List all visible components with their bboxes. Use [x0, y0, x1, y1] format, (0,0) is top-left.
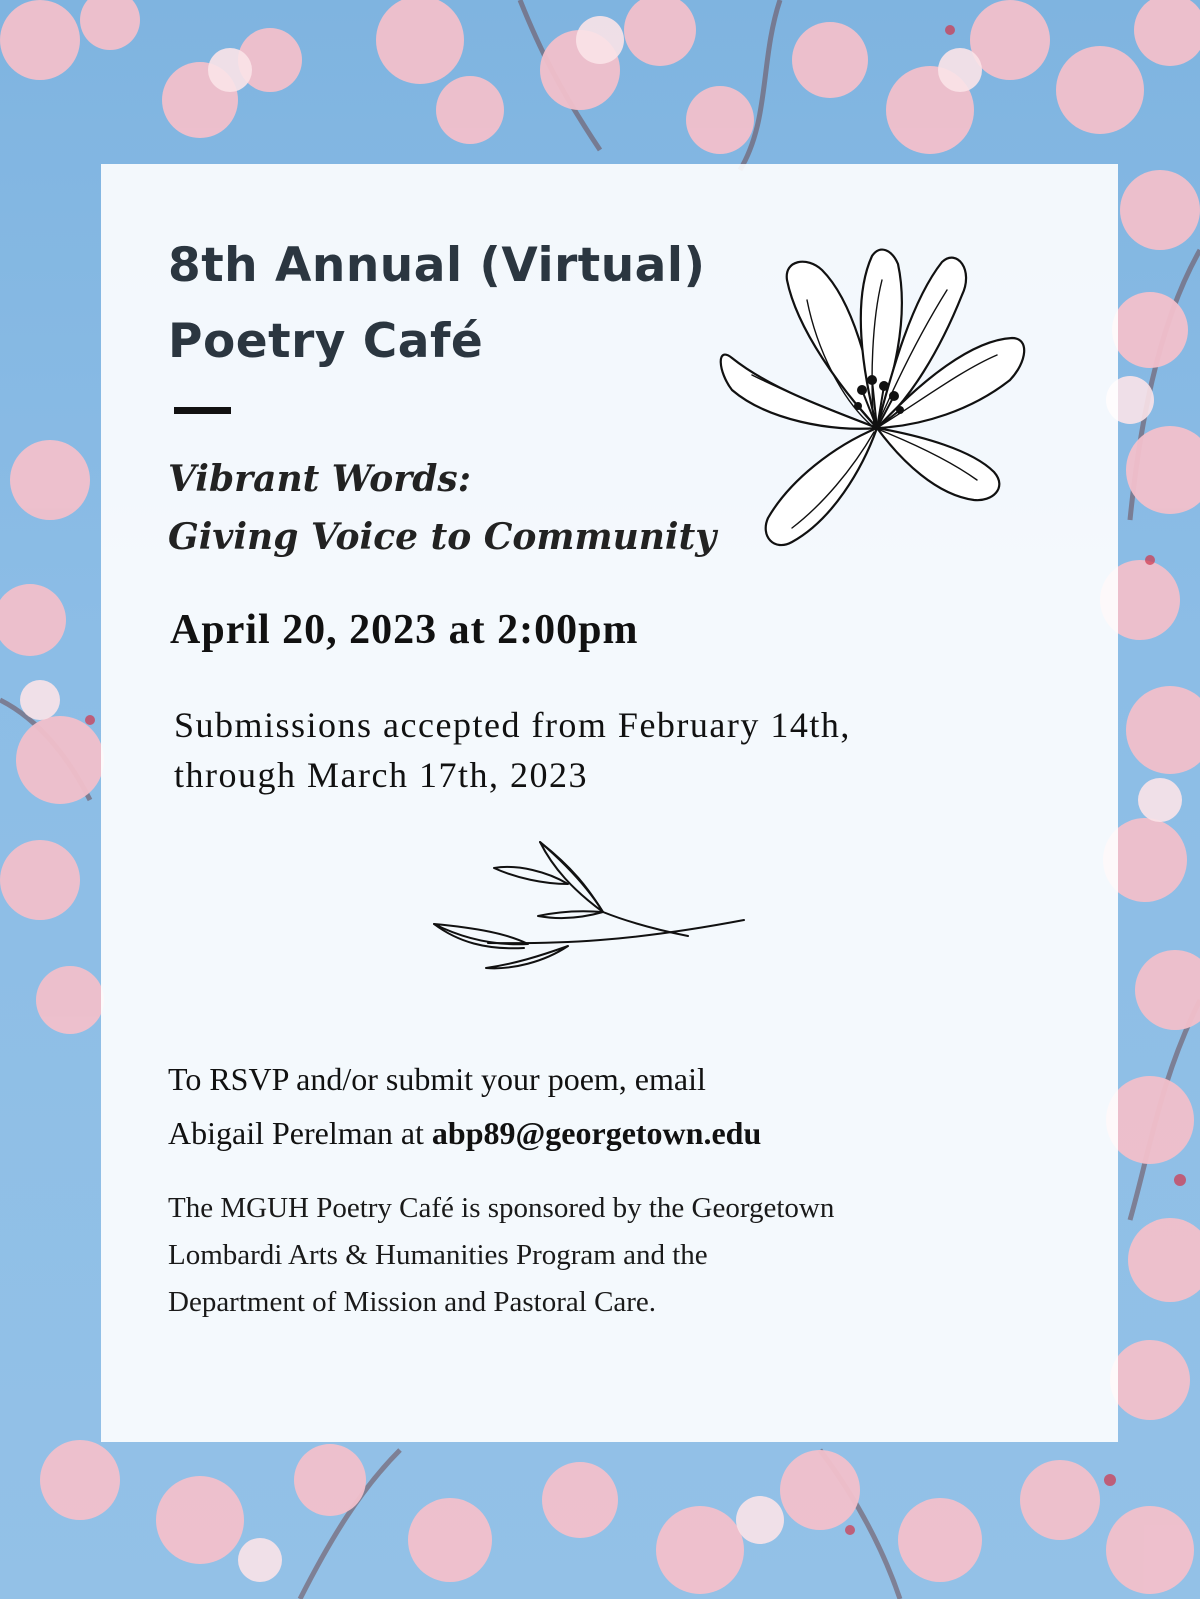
- rsvp-email-link[interactable]: abp89@georgetown.edu: [431, 1115, 762, 1151]
- sponsor-note: [168, 1185, 834, 1326]
- event-theme-line-2: Giving Voice to Community: [168, 516, 717, 558]
- sponsor-line-2: Lombardi Arts & Humanities Program and the: [168, 1239, 708, 1271]
- flower-line-art-icon: [712, 240, 1032, 556]
- sponsor-line-3: Department of Mission and Pastoral Care.: [168, 1286, 657, 1318]
- rsvp-line-2: [168, 1106, 761, 1160]
- submission-window: [174, 700, 851, 800]
- rsvp-contact-name: Abigail Perelman at: [168, 1115, 432, 1151]
- event-title-line-1: 8th Annual (Virtual): [168, 238, 706, 293]
- leaf-sprig-icon: [428, 838, 750, 978]
- event-date: April 20, 2023 at 2:00pm: [170, 607, 639, 653]
- submission-window-line-2: through March 17th, 2023: [174, 755, 588, 795]
- rsvp-instructions: [168, 1052, 761, 1160]
- event-title-line-2: Poetry Café: [168, 314, 484, 369]
- rsvp-line-1: To RSVP and/or submit your poem, email: [168, 1061, 706, 1097]
- event-theme: [168, 450, 716, 566]
- title-divider: [174, 407, 231, 414]
- event-title: [168, 228, 706, 380]
- submission-window-line-1: Submissions accepted from February 14th,: [174, 705, 851, 745]
- sponsor-line-1: The MGUH Poetry Café is sponsored by the Georgetown: [168, 1192, 835, 1224]
- event-theme-line-1: Vibrant Words:: [168, 458, 471, 500]
